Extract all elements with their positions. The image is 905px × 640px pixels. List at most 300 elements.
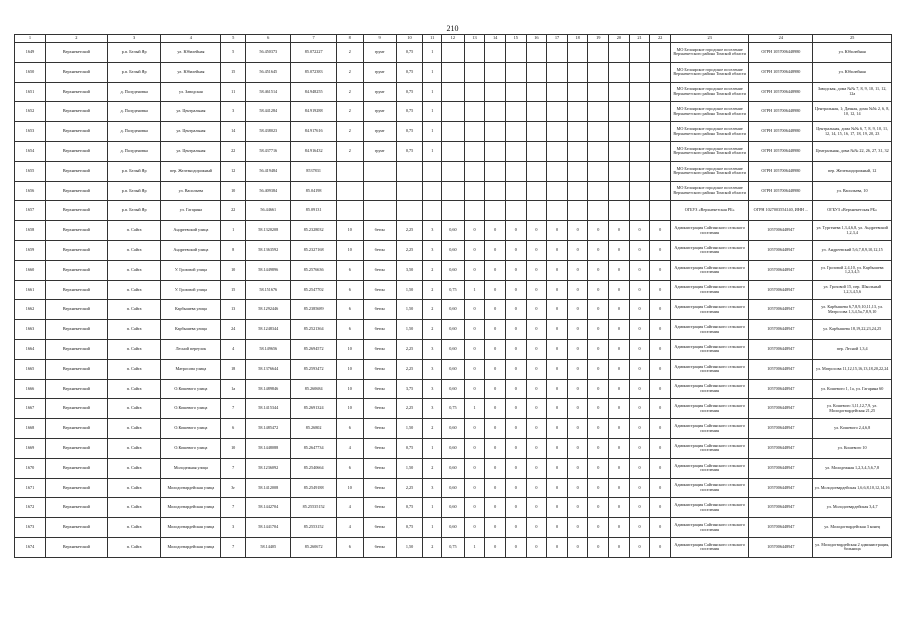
table-cell: 3г (221, 478, 246, 498)
table-cell: 1057006448947 (749, 478, 813, 498)
table-cell: 85.2540664 (291, 458, 336, 478)
table-cell: МО Белоярское городское поселение Верхнекетского района Томской области (670, 102, 748, 122)
table-cell: 0 (485, 518, 506, 538)
table-cell: Администрация Сайгинского сельского поселения (670, 240, 748, 260)
table-cell: грунт (363, 62, 396, 82)
table-cell: 0 (588, 478, 609, 498)
table-cell: п. Сайга (107, 300, 161, 320)
table-cell: 0 (629, 320, 650, 340)
table-cell: 0 (526, 537, 547, 557)
table-cell: О.Кошевого улица (161, 399, 221, 419)
table-cell: МО Белоярское городское поселение Верхнекетского района Томской области (670, 141, 748, 161)
table-cell (609, 161, 630, 181)
table-cell: бетон (363, 438, 396, 458)
table-cell: 0 (650, 280, 671, 300)
table-cell: Администрация Сайгинского сельского поселения (670, 438, 748, 458)
table-cell: Администрация Сайгинского сельского поселения (670, 300, 748, 320)
table-cell: 3 (423, 359, 442, 379)
table-cell: 1057006448947 (749, 438, 813, 458)
table-cell: 0 (526, 240, 547, 260)
table-cell (442, 161, 465, 181)
table-cell: 0 (464, 320, 485, 340)
table-cell: 0 (547, 438, 568, 458)
table-cell (547, 181, 568, 201)
table-cell: бетон (363, 379, 396, 399)
table-cell: ОГРН 1027003554140, ИНН ... (749, 201, 813, 221)
table-cell: Верхнекетский (45, 438, 107, 458)
table-row (15, 161, 892, 181)
table-cell: 0 (567, 280, 588, 300)
table-cell (464, 181, 485, 201)
table-cell: 1,50 (396, 537, 423, 557)
table-cell: 0 (588, 221, 609, 241)
table-cell: 0 (526, 280, 547, 300)
table-cell: ул. Юбилейная (161, 62, 221, 82)
table-cell: Администрация Сайгинского сельского поселения (670, 478, 748, 498)
table-cell: 0 (547, 498, 568, 518)
table-cell (547, 102, 568, 122)
table-cell: Верхнекетский (45, 260, 107, 280)
table-cell: 1 (221, 221, 246, 241)
table-cell: 8 (221, 240, 246, 260)
table-cell: 85.260672 (291, 537, 336, 557)
table-cell (485, 62, 506, 82)
table-cell: п. Сайга (107, 240, 161, 260)
table-cell: Верхнекетский (45, 478, 107, 498)
table-cell: 56.451645 (246, 62, 291, 82)
table-cell: МО Белоярское городское поселение Верхнекетского района Томской области (670, 43, 748, 63)
table-cell: 11 (221, 82, 246, 102)
table-cell (629, 102, 650, 122)
table-cell (526, 82, 547, 102)
table-cell: пер. Железнодорожный (161, 161, 221, 181)
table-cell: Верхнекетский (45, 339, 107, 359)
table-cell: О.Кошевого улица (161, 379, 221, 399)
table-cell: 0,60 (442, 518, 465, 538)
table-cell: Администрация Сайгинского сельского поселения (670, 399, 748, 419)
table-cell (464, 161, 485, 181)
table-cell (464, 82, 485, 102)
table-cell: 0 (547, 320, 568, 340)
table-cell: 0 (485, 260, 506, 280)
table-cell: 1,50 (396, 458, 423, 478)
table-cell (526, 122, 547, 142)
table-cell: 84.916432 (291, 141, 336, 161)
table-cell: Администрация Сайгинского сельского поселения (670, 419, 748, 439)
table-cell: Верхнекетский (45, 201, 107, 221)
table-cell: 1654 (15, 141, 46, 161)
column-header: 15 (505, 35, 526, 43)
table-cell: 0 (505, 379, 526, 399)
table-cell: 1,50 (396, 320, 423, 340)
table-cell (336, 161, 363, 181)
table-cell: 0 (464, 438, 485, 458)
table-cell (588, 122, 609, 142)
table-cell: р.п. Белый Яр (107, 62, 161, 82)
table-cell: 0 (505, 537, 526, 557)
table-cell: Верхнекетский (45, 419, 107, 439)
table-cell: бетон (363, 498, 396, 518)
table-cell: грунт (363, 122, 396, 142)
table-cell: 15 (221, 62, 246, 82)
table-cell: 1057006448947 (749, 300, 813, 320)
table-cell: 0 (526, 260, 547, 280)
table-cell: п. Сайга (107, 221, 161, 241)
column-header: 14 (485, 35, 506, 43)
table-cell: 85.04198 (291, 181, 336, 201)
table-cell: МО Белоярское городское поселение Верхнекетского района Томской области (670, 181, 748, 201)
table-cell: 85.2691324 (291, 399, 336, 419)
table-cell: 58.149656 (246, 339, 291, 359)
table-cell: 0 (609, 498, 630, 518)
table-cell: 0 (629, 438, 650, 458)
table-cell (442, 201, 465, 221)
table-cell (609, 102, 630, 122)
table-cell: 0 (588, 518, 609, 538)
table-cell: 0,75 (396, 438, 423, 458)
table-cell: 85.2385689 (291, 300, 336, 320)
table-cell: Администрация Сайгинского сельского поселения (670, 339, 748, 359)
table-cell (526, 181, 547, 201)
table-cell: 0 (650, 320, 671, 340)
table-row (15, 478, 892, 498)
table-row (15, 458, 892, 478)
table-cell: 0 (609, 458, 630, 478)
table-cell: 0 (526, 458, 547, 478)
table-cell: 2 (336, 62, 363, 82)
table-cell: пер. Железнодорожный, 12 (813, 161, 892, 181)
table-cell: 58.461514 (246, 82, 291, 102)
table-cell: 0 (588, 339, 609, 359)
table-cell: 0 (526, 478, 547, 498)
table-cell: 3 (423, 399, 442, 419)
table-cell: 0 (567, 537, 588, 557)
table-cell: 0 (464, 359, 485, 379)
table-cell: 58.1442704 (246, 498, 291, 518)
table-cell: 1656 (15, 181, 46, 201)
table-cell: 1669 (15, 438, 46, 458)
table-cell: 6 (336, 419, 363, 439)
table-cell: У. Грозовой улица (161, 280, 221, 300)
table-cell (588, 102, 609, 122)
table-cell: 56.450373 (246, 43, 291, 63)
table-cell: 0 (650, 537, 671, 557)
table-cell: 58.1448088 (246, 438, 291, 458)
table-cell: 1670 (15, 458, 46, 478)
table-cell: 2 (423, 537, 442, 557)
table-cell: 1657 (15, 201, 46, 221)
table-cell: п. Сайга (107, 379, 161, 399)
column-header: 17 (547, 35, 568, 43)
table-cell: 1057006448947 (749, 518, 813, 538)
table-cell: ОГРН 1057006448980 (749, 62, 813, 82)
table-cell: Карбышева улица (161, 300, 221, 320)
table-cell: 0,60 (442, 359, 465, 379)
table-cell: 85.2647734 (291, 438, 336, 458)
table-cell: 0 (526, 438, 547, 458)
table-cell: 24 (221, 320, 246, 340)
table-cell: ул. Васильева (161, 181, 221, 201)
column-header: 10 (396, 35, 423, 43)
table-cell: 22 (221, 201, 246, 221)
table-cell: 1057006448947 (749, 498, 813, 518)
table-cell: 1 (423, 141, 442, 161)
table-cell: ул. Центральная (161, 141, 221, 161)
table-cell: 0 (464, 240, 485, 260)
table-cell: 7 (221, 399, 246, 419)
table-cell: 0 (547, 399, 568, 419)
table-cell: Администрация Сайгинского сельского поселения (670, 458, 748, 478)
table-cell: 0 (567, 498, 588, 518)
column-header: 25 (813, 35, 892, 43)
table-cell (547, 43, 568, 63)
table-cell: 0,75 (396, 141, 423, 161)
table-cell: 0 (629, 379, 650, 399)
table-cell: 85.2549188 (291, 478, 336, 498)
table-cell: 0 (650, 339, 671, 359)
table-cell: 85.26802 (291, 419, 336, 439)
table-cell: 0 (629, 339, 650, 359)
table-cell: Верхнекетский (45, 359, 107, 379)
table-cell: 0 (588, 240, 609, 260)
table-cell: 4 (336, 498, 363, 518)
table-cell: 1674 (15, 537, 46, 557)
table-cell (396, 181, 423, 201)
table-cell (588, 62, 609, 82)
table-cell: 0 (547, 458, 568, 478)
table-cell: 1,50 (396, 300, 423, 320)
table-cell: 0 (629, 240, 650, 260)
table-cell: бетон (363, 478, 396, 498)
table-cell: 85.25535152 (291, 498, 336, 518)
table-cell: 2 (336, 43, 363, 63)
table-row (15, 240, 892, 260)
table-cell: ул. Центральная (161, 122, 221, 142)
table-cell (588, 181, 609, 201)
table-cell: Верхнекетский (45, 537, 107, 557)
table-cell (442, 102, 465, 122)
table-cell: 2 (336, 122, 363, 142)
table-cell: 18 (221, 359, 246, 379)
table-cell: 0 (609, 419, 630, 439)
table-cell: 58.1236092 (246, 458, 291, 478)
table-cell: 1658 (15, 221, 46, 241)
table-cell: 2 (336, 141, 363, 161)
table-cell (629, 181, 650, 201)
table-cell: 0 (650, 438, 671, 458)
table-cell: п. Сайга (107, 399, 161, 419)
table-cell: 0 (464, 518, 485, 538)
table-cell: 3 (423, 478, 442, 498)
table-cell (464, 43, 485, 63)
table-cell (442, 82, 465, 102)
table-cell: 7 (221, 537, 246, 557)
table-cell: ОГРН 1057006448980 (749, 102, 813, 122)
table-cell: 0 (567, 438, 588, 458)
table-cell: 1 (464, 280, 485, 300)
table-cell (567, 141, 588, 161)
table-cell (609, 181, 630, 201)
table-cell: 0 (526, 221, 547, 241)
table-cell: 0 (547, 537, 568, 557)
table-cell: 1057006448947 (749, 379, 813, 399)
table-cell: 6 (336, 458, 363, 478)
table-cell: грунт (363, 82, 396, 102)
table-cell: Администрация Сайгинского сельского поселения (670, 537, 748, 557)
table-cell: п. Сайга (107, 320, 161, 340)
table-cell: 1655 (15, 161, 46, 181)
table-cell: 0 (526, 320, 547, 340)
table-cell: Верхнекетский (45, 141, 107, 161)
table-cell: 14 (221, 122, 246, 142)
table-cell (609, 82, 630, 102)
table-cell: 0 (485, 280, 506, 300)
table-cell: 0 (609, 518, 630, 538)
table-cell: 0 (485, 221, 506, 241)
table-cell: 0,75 (442, 537, 465, 557)
table-cell: 6 (336, 320, 363, 340)
table-cell (485, 161, 506, 181)
table-cell: 0 (547, 280, 568, 300)
table-cell (609, 201, 630, 221)
column-header: 19 (588, 35, 609, 43)
table-cell: 3 (221, 102, 246, 122)
table-cell: р.п. Белый Яр (107, 181, 161, 201)
table-cell: О.Кошевого улица (161, 419, 221, 439)
table-cell (526, 62, 547, 82)
table-cell: 0,60 (442, 458, 465, 478)
table-cell: 85.2593472 (291, 359, 336, 379)
table-cell: 0 (588, 320, 609, 340)
column-header: 2 (45, 35, 107, 43)
table-cell: 6 (336, 537, 363, 557)
table-cell (464, 141, 485, 161)
table-cell: 0 (485, 300, 506, 320)
table-cell: 85.2328032 (291, 221, 336, 241)
table-cell: 0,60 (442, 379, 465, 399)
table-cell (485, 141, 506, 161)
table-cell: 0 (609, 339, 630, 359)
table-cell (442, 181, 465, 201)
table-cell: 0,60 (442, 339, 465, 359)
table-cell: 0 (588, 280, 609, 300)
table-cell: ул. Молодогвардейская 1,6,6,8,10,12,14,16 (813, 478, 892, 498)
table-cell (442, 43, 465, 63)
table-cell: р.п. Белый Яр (107, 201, 161, 221)
table-cell: ОГРН 1057006448980 (749, 43, 813, 63)
table-cell: ул. Кошевого 2,4,6,8 (813, 419, 892, 439)
table-cell: 12 (221, 161, 246, 181)
table-cell (629, 43, 650, 63)
table-cell: д. Полуденовка (107, 141, 161, 161)
table-cell: 0 (485, 240, 506, 260)
table-cell: 4 (336, 438, 363, 458)
table-cell: 0 (547, 240, 568, 260)
table-cell: Администрация Сайгинского сельского поселения (670, 260, 748, 280)
table-cell: 0 (609, 438, 630, 458)
table-cell: 0,60 (442, 438, 465, 458)
table-cell: 0 (526, 379, 547, 399)
table-cell: 1 (423, 43, 442, 63)
table-cell: 58.1376644 (246, 359, 291, 379)
table-cell: 0 (485, 478, 506, 498)
table-cell: ул. Васильева, 10 (813, 181, 892, 201)
table-cell: 15 (221, 280, 246, 300)
table-cell: 1057006448947 (749, 419, 813, 439)
table-cell: МО Белоярское городское поселение Верхнекетского района Томской области (670, 82, 748, 102)
table-cell: Верхнекетский (45, 161, 107, 181)
table-cell: 1662 (15, 300, 46, 320)
table-cell: Центральная, дома №№ 6, 7, 8, 9, 10, 11, 12, 14, 15, 16, 17, 18, 19, 20, 23 (813, 122, 892, 142)
table-cell: 58.151676 (246, 280, 291, 300)
table-cell: 1659 (15, 240, 46, 260)
table-cell: 6 (336, 280, 363, 300)
table-cell: п. Сайга (107, 518, 161, 538)
table-cell: п. Сайга (107, 458, 161, 478)
table-cell: МО Белоярское городское поселение Верхнекетского района Томской области (670, 122, 748, 142)
table-cell: 56.409384 (246, 181, 291, 201)
table-cell: 0 (609, 537, 630, 557)
table-cell: 0 (547, 379, 568, 399)
table-cell: ОГРН 1057006448980 (749, 141, 813, 161)
table-cell (629, 82, 650, 102)
table-cell: 1661 (15, 280, 46, 300)
table-cell: Молодогвардейская улица (161, 537, 221, 557)
table-cell: п. Сайга (107, 478, 161, 498)
table-cell (464, 102, 485, 122)
table-cell: Администрация Сайгинского сельского поселения (670, 320, 748, 340)
table-cell: Центральная, 1; Дачная, дома №№ 2, 6, 8, 10, 12, 14 (813, 102, 892, 122)
table-cell: 0 (629, 498, 650, 518)
table-cell: 0 (547, 339, 568, 359)
table-cell: 58.1415344 (246, 399, 291, 419)
table-cell: д. Полуденовка (107, 122, 161, 142)
table-cell: п. Сайга (107, 280, 161, 300)
table-cell: 7 (221, 458, 246, 478)
table-cell: 0 (505, 339, 526, 359)
column-header: 3 (107, 35, 161, 43)
table-cell: 6 (336, 260, 363, 280)
table-cell: 0 (505, 518, 526, 538)
table-cell: 1663 (15, 320, 46, 340)
table-cell: Верхнекетский (45, 240, 107, 260)
table-cell: 1 (464, 399, 485, 419)
table-cell: 0 (505, 399, 526, 419)
table-cell: 0 (567, 359, 588, 379)
table-cell (609, 141, 630, 161)
table-cell: 0 (588, 498, 609, 518)
table-cell: 84.919288 (291, 102, 336, 122)
table-cell: 0 (485, 458, 506, 478)
table-cell (588, 141, 609, 161)
table-row (15, 43, 892, 63)
table-cell: 58.1489846 (246, 379, 291, 399)
column-header: 11 (423, 35, 442, 43)
table-cell: 84.948255 (291, 82, 336, 102)
table-cell: 85.09131 (291, 201, 336, 221)
table-cell: бетон (363, 240, 396, 260)
table-cell: 6 (336, 300, 363, 320)
table-cell: 58.14405 (246, 537, 291, 557)
table-cell: 0 (629, 537, 650, 557)
table-cell: 0 (629, 221, 650, 241)
table-cell: п. Сайга (107, 498, 161, 518)
table-cell: 2,25 (396, 359, 423, 379)
table-row (15, 122, 892, 142)
table-cell: ул. Тургенева 1,3,4,6,8, ул. Андреевский 1,2,3,4 (813, 221, 892, 241)
table-cell: 0 (650, 478, 671, 498)
table-cell: 1 (423, 122, 442, 142)
